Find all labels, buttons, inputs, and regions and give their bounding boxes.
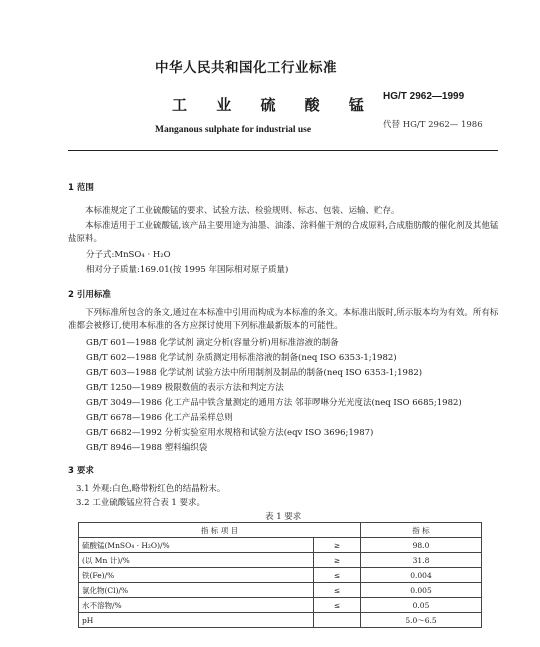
value-cell: 31.8 <box>361 553 482 568</box>
operator-cell: ≥ <box>314 538 361 553</box>
section-1-paragraph-1: 本标准规定了工业硫酸锰的要求、试验方法、检验规则、标志、包装、运输、贮存。 <box>85 206 400 216</box>
reference-item: GB/T 603—1988 化学试剂 试验方法中所用制剂及制品的制备(neq ISO 6353-1;1982) <box>86 368 423 378</box>
table-row <box>79 538 482 553</box>
reference-item: GB/T 6682—1992 分析实验室用水规格和试验方法(eqv ISO 3696;1987) <box>86 428 374 438</box>
table-row <box>79 568 482 583</box>
replaces-note: 代替 HG/T 2962— 1986 <box>383 120 483 130</box>
value-cell: 5.0～6.5 <box>361 613 482 628</box>
document-title: 工 业 硫 酸 锰 <box>172 96 376 114</box>
reference-item: GB/T 3049—1986 化工产品中铁含量测定的通用方法 邻菲啰啉分光光度法(neq ISO 6685;1982) <box>86 398 462 408</box>
operator-cell: ≤ <box>314 598 361 613</box>
requirements-table <box>78 522 482 628</box>
requirement-3-2: 3.2 工业硫酸锰应符合表 1 要求。 <box>76 498 206 508</box>
molecular-formula: 分子式:MnSO₄ · H₂O <box>86 250 171 260</box>
section-1-heading: 1 范围 <box>68 183 94 193</box>
item-cell: 水不溶物/% <box>79 598 314 613</box>
item-cell: (以 Mn 计)/% <box>79 553 314 568</box>
reference-item: GB/T 601—1988 化学试剂 滴定分析(容量分析)用标准溶液的制备 <box>86 338 339 348</box>
table-header-row <box>79 523 482 538</box>
item-cell: 硫酸锰(MnSO₄ · H₂O)/% <box>79 538 314 553</box>
table-row <box>79 553 482 568</box>
requirement-3-1: 3.1 外观:白色,略带粉红色的结晶粉末。 <box>76 484 226 494</box>
reference-item: GB/T 6678—1986 化工产品采样总则 <box>86 413 233 423</box>
document-title-english: Manganous sulphate for industrial use <box>155 125 312 135</box>
reference-item: GB/T 8946—1988 塑料编织袋 <box>86 443 208 453</box>
header-item-cell: 指 标 项 目 <box>79 523 361 538</box>
table-row <box>79 613 482 628</box>
table-row <box>79 583 482 598</box>
value-cell: 0.05 <box>361 598 482 613</box>
section-3-heading: 3 要求 <box>68 466 94 476</box>
operator-cell: ≤ <box>314 583 361 598</box>
reference-item: GB/T 602—1988 化学试剂 杂质测定用标准溶液的制备(neq ISO 6353-1;1982) <box>86 353 397 363</box>
value-cell: 0.005 <box>361 583 482 598</box>
item-cell: 铁(Fe)/% <box>79 568 314 583</box>
standard-category-header: 中华人民共和国化工行业标准 <box>155 60 337 76</box>
section-2-heading: 2 引用标准 <box>68 290 111 300</box>
reference-item: GB/T 1250—1989 极限数值的表示方法和判定方法 <box>86 383 284 393</box>
item-cell: pH <box>79 613 314 628</box>
table-row <box>79 598 482 613</box>
table-caption: 表 1 要求 <box>265 512 302 522</box>
value-cell: 0.004 <box>361 568 482 583</box>
section-1-paragraph-2: 本标准适用于工业硫酸锰,该产品主要用途为油墨、油漆、涂料催干剂的合成原料,合成脂肪酸的催化剂及其他锰盐原料。 <box>68 221 499 244</box>
item-cell: 氯化物(Cl)/% <box>79 583 314 598</box>
header-value-cell: 指 标 <box>361 523 482 538</box>
operator-cell: ≥ <box>314 553 361 568</box>
header-divider <box>68 150 498 151</box>
molecular-mass: 相对分子质量:169.01(按 1995 年国际相对原子质量) <box>86 265 289 275</box>
value-cell: 98.0 <box>361 538 482 553</box>
section-2-paragraph: 下列标准所包含的条文,通过在本标准中引用而构成为本标准的条文。本标准出版时,所示版本均为有效。所有标准都会被修订,使用本标准的各方应探讨使用下列标准最新版本的可能性。 <box>68 308 499 331</box>
operator-cell <box>314 613 361 628</box>
standard-number: HG/T 2962—1999 <box>383 91 465 102</box>
operator-cell: ≤ <box>314 568 361 583</box>
